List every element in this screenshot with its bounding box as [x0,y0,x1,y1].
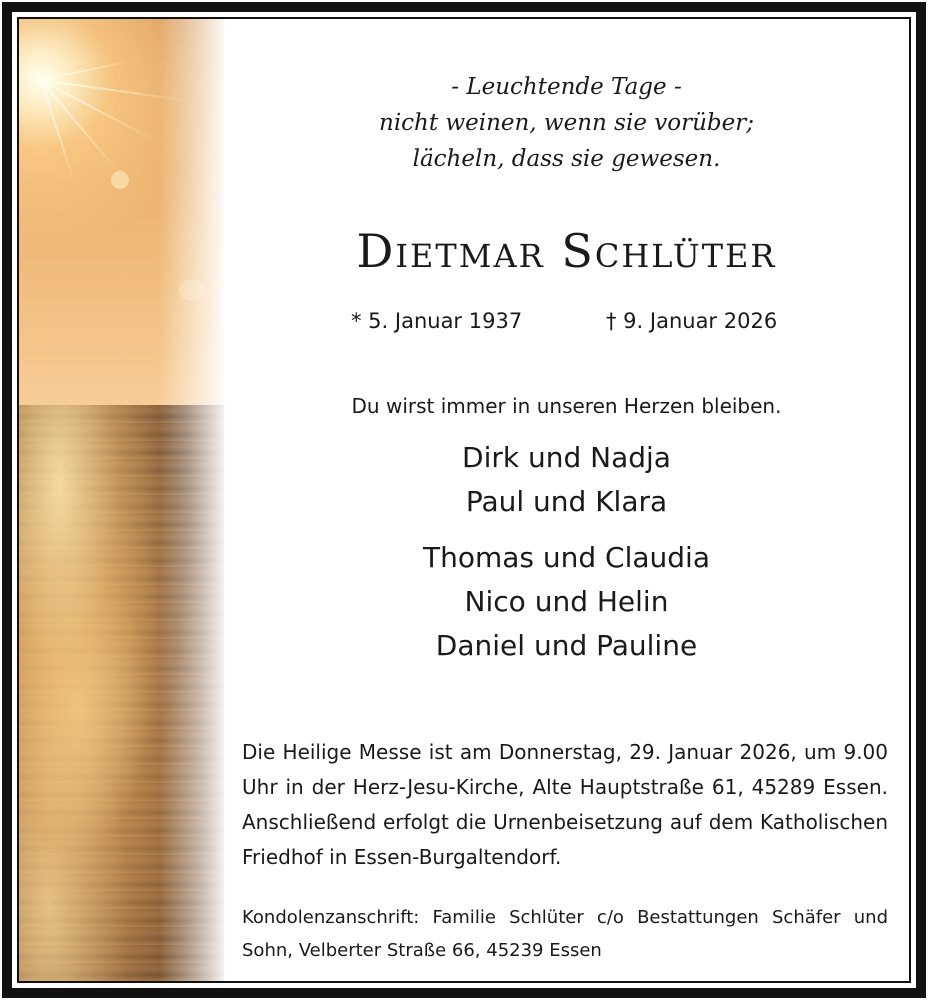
obituary-card [17,17,911,983]
deceased-name: Dietmar Schlüter [356,224,777,278]
mourner-couple: Daniel und Pauline [435,629,698,662]
sun-ray [40,79,119,172]
quote-line: - Leuchtende Tage - [451,74,682,100]
mourner-couple: Nico und Helin [464,585,669,618]
mourners-group [224,536,909,668]
photo-fade [159,19,224,981]
death-date: † 9. Januar 2026 [606,309,778,333]
mourner-couple: Dirk und Nadja [462,441,671,474]
memorial-quote [224,69,909,177]
birth-date: * 5. Januar 1937 [351,309,523,333]
obituary-text [224,19,909,981]
sunset-sea-photo [19,19,224,981]
condolence-address: Kondolenzanschrift: Familie Schlüter c/o Bestattungen Schäfer und Sohn, Velberter Straße 66, 45239 Essen [242,907,888,961]
quote-line: nicht weinen, wenn sie vorüber; [379,110,754,136]
service-notice: Die Heilige Messe ist am Donnerstag, 29. Januar 2026, um 9.00 Uhr in der Herz-Jesu-Kirche, Alte Hauptstraße 61, 45289 Essen. Anschließend erfolgt die Urnenbeisetzung auf dem Katholischen Friedhof in Essen-Burgaltendorf. [242,740,888,869]
mourner-couple: Thomas und Claudia [422,541,710,574]
quote-line: lächeln, dass sie gewesen. [412,146,721,172]
mourner-couple: Paul und Klara [465,485,668,518]
remembrance-line: Du wirst immer in unseren Herzen bleiben. [351,394,782,418]
lens-flare [111,171,129,189]
sun-ray [41,60,129,81]
mourners-group [224,436,909,524]
